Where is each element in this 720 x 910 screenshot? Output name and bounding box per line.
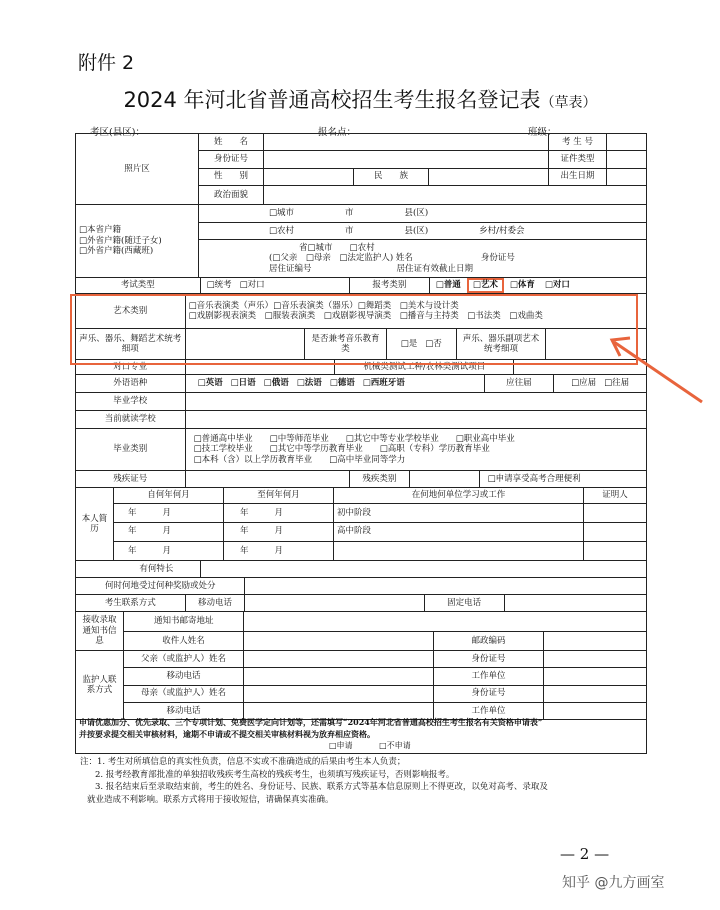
disability-no-field[interactable] bbox=[186, 471, 350, 487]
reg-type-vocational[interactable]: □对口 bbox=[544, 280, 570, 291]
father-name-field[interactable] bbox=[244, 651, 434, 667]
page-number: — 2 — bbox=[560, 845, 610, 863]
hukou-tibet-option[interactable]: □外省户籍(西藏班) bbox=[79, 246, 154, 257]
hukou-row bbox=[75, 204, 647, 277]
city-line[interactable]: □城市 市 县(区) bbox=[269, 208, 429, 219]
resume-witness-field[interactable] bbox=[584, 542, 646, 560]
father-id-field[interactable] bbox=[544, 651, 646, 667]
id-type-label: 证件类型 bbox=[549, 151, 607, 167]
note-3: 3. 报名结束后至录取结束前，考生的姓名、身份证号、民族、联系方式等基本信息原则上不得更改，以免对高考、录取及 bbox=[95, 782, 548, 792]
resume-witness-field[interactable] bbox=[584, 523, 646, 541]
music-edu-yes[interactable]: □是 bbox=[400, 338, 418, 349]
lang-russian[interactable]: □俄语 bbox=[263, 378, 289, 389]
gender-field[interactable] bbox=[264, 169, 354, 185]
specialty-field[interactable] bbox=[201, 561, 646, 577]
class-label: 班级： bbox=[528, 127, 557, 138]
reg-type-general[interactable]: □普通 bbox=[435, 280, 461, 291]
awards-field[interactable] bbox=[245, 578, 646, 594]
title-text: 2024 年河北省普通高校招生考生报名登记表 bbox=[123, 88, 541, 112]
resume-row bbox=[75, 487, 647, 560]
photo-area: 照片区 bbox=[76, 134, 199, 204]
exam-type-vocational[interactable]: □对口 bbox=[239, 280, 265, 291]
awards-row bbox=[75, 577, 647, 594]
disability-no-label: 残疾证号 bbox=[76, 471, 186, 487]
father-mobile-label: 移动电话 bbox=[124, 668, 244, 684]
legal-line-1: 申请优惠加分、优先录取、三个专项计划、免费医学定向计划等，还需填写“2024年河北省普通高校招生考生报名有关资格申请表” bbox=[79, 717, 543, 727]
postcode-label: 邮政编码 bbox=[434, 632, 544, 651]
ym-month: 月 bbox=[162, 545, 172, 556]
father-mobile-field[interactable] bbox=[244, 668, 434, 684]
id-type-field[interactable] bbox=[607, 151, 646, 167]
disability-type-field[interactable] bbox=[410, 471, 480, 487]
awards-label: 何时何地受过何种奖励或处分 bbox=[76, 578, 245, 594]
political-label: 政治面貌 bbox=[199, 186, 264, 204]
vocational-test-label: 机械类测试工种/农林类测试项目 bbox=[335, 360, 514, 374]
specialty-row bbox=[75, 560, 647, 577]
contact-mobile-field[interactable] bbox=[245, 595, 424, 611]
resume-witness-header: 证明人 bbox=[602, 490, 628, 501]
art-category-label: 艺术类别 bbox=[76, 294, 186, 328]
ym-year: 年 bbox=[128, 545, 137, 556]
name-field[interactable] bbox=[264, 134, 549, 150]
disability-apply-option[interactable]: □申请享受高考合理便利 bbox=[487, 473, 581, 484]
ym-year: 年 bbox=[128, 526, 137, 537]
contact-landline-field[interactable] bbox=[505, 595, 647, 611]
gender-label: 性 别 bbox=[199, 169, 264, 185]
resume-senior[interactable]: 高中阶段 bbox=[334, 523, 584, 541]
exam-area-label: 考区(县区)： bbox=[90, 127, 145, 138]
legal-not-apply-option[interactable]: □不申请 bbox=[379, 741, 411, 750]
contact-row bbox=[75, 594, 647, 611]
music-edu-no[interactable]: □否 bbox=[425, 338, 442, 349]
lang-german[interactable]: □德语 bbox=[329, 378, 355, 389]
grad-previous[interactable]: □往届 bbox=[604, 378, 630, 389]
mail-address-label: 通知书邮寄地址 bbox=[124, 612, 244, 631]
registration-point-label: 报名点： bbox=[318, 127, 357, 138]
residence-line: 居住证编号 居住证有效截止日期 bbox=[269, 263, 474, 274]
resume-label: 本人简历 bbox=[76, 488, 114, 560]
form-title bbox=[0, 84, 720, 114]
mother-id-field[interactable] bbox=[544, 686, 646, 702]
mother-mobile-label: 移动电话 bbox=[124, 703, 244, 719]
grad-category-line-2[interactable]: □技工学校毕业 □其它中等学历教育毕业 □高职（专科）学历教育毕业 bbox=[193, 444, 490, 455]
ethnicity-field[interactable] bbox=[429, 169, 549, 185]
guardian-row bbox=[75, 650, 647, 720]
note-1: 注：1. 考生对所填信息的真实性负责，信息不实或不准确造成的后果由考生本人负责； bbox=[80, 757, 406, 767]
ym-month: 月 bbox=[274, 526, 284, 537]
hukou-migrant-option[interactable]: □外省户籍(随迁子女) bbox=[79, 235, 162, 246]
resume-junior[interactable]: 初中阶段 bbox=[334, 504, 584, 521]
province-line[interactable]: 省□城市 □农村 bbox=[299, 242, 375, 253]
art-options-line-1[interactable]: □音乐表演类（声乐）□音乐表演类（器乐）□舞蹈类 □美术与设计类 bbox=[188, 300, 459, 311]
lang-english[interactable]: □英语 bbox=[197, 378, 223, 389]
notice-row bbox=[75, 611, 647, 650]
basic-info-row bbox=[75, 133, 647, 204]
ym-year: 年 bbox=[240, 545, 249, 556]
notice-label: 接收录取通知书信息 bbox=[76, 612, 124, 650]
resume-where-header: 在何地何单位学习或工作 bbox=[334, 488, 584, 503]
resume-extra[interactable] bbox=[334, 542, 584, 560]
watermark: 知乎 @九方画室 bbox=[562, 875, 665, 891]
current-school-field[interactable] bbox=[186, 411, 646, 428]
ym-month: 月 bbox=[274, 507, 284, 518]
mother-id-label: 身份证号 bbox=[434, 686, 544, 702]
note-2: 2. 报考经教育部批准的单独招收残疾考生高校的残疾考生，也须填写残疾证号，否则影响报考。 bbox=[95, 769, 455, 780]
recipient-label: 收件人姓名 bbox=[124, 632, 244, 651]
art-section-highlight bbox=[70, 294, 638, 365]
mother-name-field[interactable] bbox=[244, 686, 434, 702]
ym-month: 月 bbox=[162, 507, 172, 518]
hukou-local-option[interactable]: □本省户籍 bbox=[79, 225, 122, 236]
ym-month: 月 bbox=[162, 526, 172, 537]
mail-address-field[interactable] bbox=[244, 612, 646, 631]
mother-work-label: 工作单位 bbox=[434, 703, 544, 719]
note-4: 就业造成不利影响。联系方式将用于接收短信，请确保真实准确。 bbox=[87, 794, 334, 805]
disability-row bbox=[75, 470, 647, 487]
current-school-label: 当前就读学校 bbox=[76, 411, 186, 428]
ym-year: 年 bbox=[128, 507, 137, 518]
reg-type-sports[interactable]: □体育 bbox=[509, 280, 535, 291]
father-id-label: 身份证号 bbox=[434, 651, 544, 667]
lang-japanese[interactable]: □日语 bbox=[230, 378, 256, 389]
registration-form bbox=[75, 133, 647, 720]
ym-month: 月 bbox=[274, 545, 284, 556]
ethnicity-label: 民 族 bbox=[354, 169, 429, 185]
exam-type-row bbox=[75, 277, 647, 293]
disability-type-label: 残疾类别 bbox=[350, 471, 410, 487]
grad-category-label: 毕业类别 bbox=[76, 429, 186, 470]
art-options-line-2[interactable]: □戏剧影视表演类 □服装表演类 □戏剧影视导演类 □播音与主持类 □书法类 □戏曲类 bbox=[188, 311, 543, 321]
grad-category-line-1[interactable]: □普通高中毕业 □中等师范毕业 □其它中等专业学校毕业 □职业高中毕业 bbox=[193, 433, 515, 444]
guardian-line[interactable]: (□父亲 □母亲 □法定监护人) 姓名 身份证号 bbox=[269, 253, 515, 264]
mother-name-label: 母亲（或监护人）姓名 bbox=[124, 686, 244, 702]
id-number-field[interactable] bbox=[264, 151, 549, 167]
music-edu-label: 是否兼考音乐教育类 bbox=[305, 329, 387, 359]
contact-landline-label: 固定电话 bbox=[425, 595, 505, 611]
legal-line-2: 并按要求提交相关审核材料，逾期不申请或不提交相关审核材料视为放弃相应资格。 bbox=[79, 729, 375, 739]
reg-type-art[interactable]: □艺术 bbox=[467, 278, 504, 293]
resume-witness-field[interactable] bbox=[584, 504, 646, 521]
birth-date-label: 出生日期 bbox=[549, 169, 607, 185]
grad-school-label: 毕业学校 bbox=[76, 393, 186, 410]
father-work-label: 工作单位 bbox=[434, 668, 544, 684]
exam-type-unified[interactable]: □统考 bbox=[206, 280, 232, 291]
title-suffix: （草表） bbox=[540, 95, 597, 111]
grad-category-line-3[interactable]: □本科（含）以上学历教育毕业 □高中毕业同等学力 bbox=[193, 454, 406, 465]
resume-from-header: 自何年何月 bbox=[114, 488, 224, 503]
exam-number-field[interactable] bbox=[607, 134, 646, 150]
vocational-label: 对口专业 bbox=[76, 360, 186, 374]
exam-number-label: 考 生 号 bbox=[549, 134, 607, 150]
attachment-label: 附件 2 bbox=[78, 52, 135, 74]
recipient-field[interactable] bbox=[244, 632, 434, 651]
contact-mobile-label: 移动电话 bbox=[186, 595, 246, 611]
name-label: 姓 名 bbox=[199, 134, 264, 150]
birth-date-field[interactable] bbox=[607, 169, 646, 185]
guardian-label: 监护人联系方式 bbox=[76, 651, 124, 719]
ym-year: 年 bbox=[240, 507, 249, 518]
grad-school-row bbox=[75, 392, 647, 410]
language-row bbox=[75, 374, 647, 392]
grad-category-row bbox=[75, 428, 647, 470]
exam-type-label: 考试类型 bbox=[76, 278, 201, 293]
grad-current[interactable]: □应届 bbox=[571, 378, 597, 389]
legal-notice bbox=[75, 714, 647, 754]
pointer-arrow-icon bbox=[600, 330, 710, 410]
father-name-label: 父亲（或监护人）姓名 bbox=[124, 651, 244, 667]
political-field[interactable] bbox=[264, 186, 646, 204]
lang-french[interactable]: □法语 bbox=[296, 378, 322, 389]
grad-status-label: 应往届 bbox=[485, 375, 555, 392]
postcode-field[interactable] bbox=[544, 632, 646, 651]
reg-type-label: 报考类别 bbox=[350, 278, 430, 293]
art-subitem2-label: 声乐、器乐副项艺术统考细项 bbox=[457, 329, 547, 359]
current-school-row bbox=[75, 410, 647, 428]
lang-spanish[interactable]: □西班牙语 bbox=[362, 378, 405, 389]
language-label: 外语语种 bbox=[76, 375, 186, 392]
art-subitem-label: 声乐、器乐、舞蹈艺术统考细项 bbox=[76, 329, 186, 359]
ym-year: 年 bbox=[240, 526, 249, 537]
specialty-label: 有何特长 bbox=[76, 561, 201, 577]
id-number-label: 身份证号 bbox=[199, 151, 264, 167]
father-work-field[interactable] bbox=[544, 668, 646, 684]
legal-apply-option[interactable]: □申请 bbox=[329, 741, 353, 750]
notes-section bbox=[80, 756, 655, 806]
resume-to-header: 至何年何月 bbox=[224, 488, 334, 503]
contact-label: 考生联系方式 bbox=[76, 595, 186, 611]
grad-school-field[interactable] bbox=[186, 393, 646, 410]
rural-line[interactable]: □农村 市 县(区) 乡村/村委会 bbox=[269, 225, 525, 236]
